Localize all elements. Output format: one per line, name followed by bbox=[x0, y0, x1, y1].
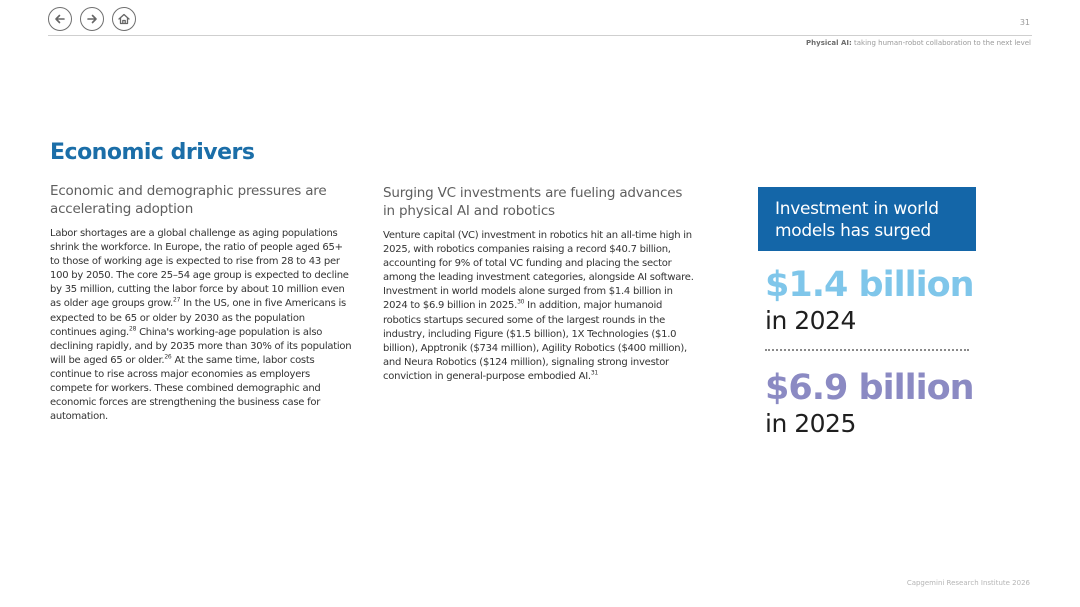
footnote-ref[interactable]: 28 bbox=[129, 325, 137, 333]
column-heading: Surging VC investments are fueling advances in physical AI and robotics bbox=[383, 185, 683, 219]
home-icon bbox=[117, 12, 131, 26]
body-segment: At the same time, labor costs continue to rise across major economies as employers compete for workers. These combined demographic and economic forces are strengthening the business case for automation. bbox=[50, 354, 321, 423]
running-header bbox=[806, 39, 1031, 47]
body-segment: China's working-age population is also declining rapidly, and by 2035 more than 30% of its population will be aged 65 or older. bbox=[50, 326, 352, 366]
footnote-ref[interactable]: 26 bbox=[164, 353, 172, 361]
stat-value-2025: $6.9 billion bbox=[765, 368, 974, 408]
arrow-left-icon bbox=[53, 12, 67, 26]
stat-label-2025: in 2025 bbox=[765, 409, 856, 438]
arrow-right-icon bbox=[85, 12, 99, 26]
home-button[interactable] bbox=[112, 7, 136, 31]
back-button[interactable] bbox=[48, 7, 72, 31]
column-vc-investment bbox=[383, 184, 695, 384]
stat-label-2024: in 2024 bbox=[765, 306, 856, 335]
running-header-bold: Physical AI: bbox=[806, 39, 852, 47]
copyright-text: Capgemini Research Institute 2026 bbox=[906, 579, 1030, 587]
forward-button[interactable] bbox=[80, 7, 104, 31]
stat-callout-box: Investment in world models has surged bbox=[758, 187, 976, 251]
column-demographics bbox=[50, 182, 354, 424]
page-title: Economic drivers bbox=[50, 140, 255, 165]
running-header-rest: taking human-robot collaboration to the next level bbox=[851, 39, 1031, 47]
footnote-ref[interactable]: 30 bbox=[517, 299, 525, 307]
footnote-ref[interactable]: 27 bbox=[173, 297, 181, 305]
footnote-ref[interactable]: 31 bbox=[590, 369, 598, 377]
page-number: 31 bbox=[1019, 18, 1030, 27]
body-segment: Venture capital (VC) investment in robotics hit an all-time high in 2025, with robotics companies raising a record $40.7 billion, accounting for 9% of total VC funding and placing the sector among the leading investment categories, alongside AI software. Investment in world models alone surged from $1.4 billion in 2024 to $6.9 billion in 2025. bbox=[383, 230, 694, 312]
navigation-bar bbox=[48, 7, 136, 31]
stat-value-2024: $1.4 billion bbox=[765, 265, 974, 305]
stat-divider bbox=[765, 349, 969, 351]
header-divider bbox=[48, 35, 1032, 36]
body-segment: In the US, one in five Americans is expected to be 65 or older by 2030 as the population continues aging. bbox=[50, 298, 347, 338]
column-body bbox=[383, 229, 695, 384]
column-body bbox=[50, 227, 354, 424]
column-heading: Economic and demographic pressures are accelerating adoption bbox=[50, 183, 327, 217]
body-segment: Labor shortages are a global challenge as aging populations shrink the workforce. In Europe, the ratio of people aged 65+ to those of working age is expected to rise from 28 to 43 per 100 by 2050. The core 25–54 age group is expected to decline by 35 million, cutting the labor force by about 10 million even as older age groups grow. bbox=[50, 228, 349, 310]
body-segment: In addition, major humanoid robotics startups secured some of the largest rounds in the industry, including Figure ($1.5 billion), 1X Technologies ($1.0 billion), Apptronik ($734 million), Agility Robotics ($400 million), and Neura Robotics ($124 million), signaling strong investor conviction in general-purpose embodied AI. bbox=[383, 300, 687, 382]
